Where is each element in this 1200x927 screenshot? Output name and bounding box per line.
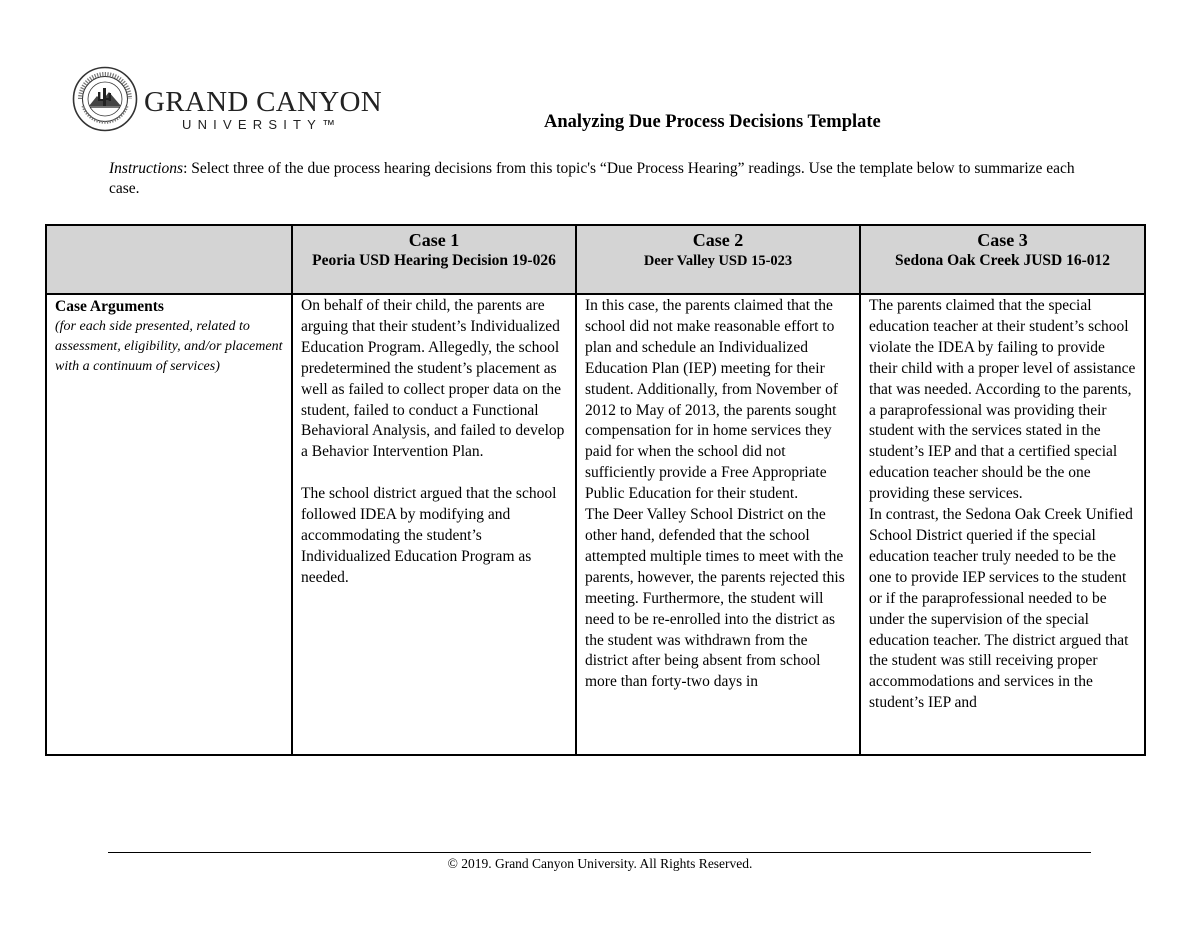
row-label-cell: [46, 294, 292, 755]
instructions-text: : Select three of the due process hearing decisions from this topic's “Due Process Hearing” readings. Use the template below to summarize each case.: [109, 160, 1075, 197]
footer-copyright: © 2019. Grand Canyon University. All Rights Reserved.: [447, 856, 753, 871]
row-heading: Case Arguments: [55, 298, 164, 315]
table-row: [46, 294, 1145, 755]
instructions-label: Instructions: [109, 160, 184, 177]
logo-name: GRAND CANYON: [144, 86, 383, 118]
row-note: (for each side presented, related to assessment, eligibility, and/or placement with a continuum of services): [55, 319, 283, 374]
case-2-header: [576, 225, 860, 294]
case-3-arguments-cell: [860, 294, 1145, 755]
case-title: Case 2: [692, 230, 744, 250]
header-empty-cell: [46, 225, 292, 294]
logo-subtitle: UNIVERSITY™: [182, 117, 342, 132]
case-3-paragraph: The parents claimed that the special education teacher at their student’s school violate the IDEA by failing to provide their child with a proper level of assistance that was needed. According to the parents, a paraprofessional was providing their student with the services stated in the student’s IEP and that a certified special education teacher should be the one providing these services.: [869, 297, 1136, 503]
university-logo: [72, 66, 383, 134]
case-2-arguments-cell: [576, 294, 860, 755]
case-subtitle: Peoria USD Hearing Decision 19-026: [312, 252, 556, 269]
case-1-arguments-cell: [292, 294, 576, 755]
case-2-paragraph: The Deer Valley School District on the other hand, defended that the school attempted multiple times to meet with the parents, however, the parents rejected this meeting. Furthermore, the student will need to be re-enrolled into the district as the student was withdrawn from the district after being absent from school more than forty-two days in: [585, 506, 845, 691]
case-1-paragraph: The school district argued that the school followed IDEA by modifying and accommodating the student’s Individualized Education Program as needed.: [301, 485, 557, 586]
case-2-paragraph: In this case, the parents claimed that the school did not make reasonable effort to plan and schedule an Individualized Education Plan (IEP) meeting for their student. Additionally, from November of 2012 to May of 2013, the parents sought compensation for in home services they paid for when the school did not sufficiently provide a Free Appropriate Public Education for their student.: [585, 297, 838, 503]
footer-divider: [108, 852, 1091, 853]
document-title: Analyzing Due Process Decisions Template: [544, 112, 881, 132]
case-1-paragraph: On behalf of their child, the parents are arguing that their student’s Individualized Education Program. Allegedly, the school predetermined the student’s placement as well as failed to collect proper data on the student, failed to conduct a Functional Behavioral Analysis, and failed to develop a Behavior Intervention Plan.: [301, 297, 565, 461]
case-subtitle: Deer Valley USD 15-023: [643, 253, 793, 269]
case-title: Case 1: [408, 230, 460, 250]
case-3-header: [860, 225, 1145, 294]
case-1-header: [292, 225, 576, 294]
case-subtitle: Sedona Oak Creek JUSD 16-012: [894, 252, 1110, 269]
case-3-paragraph: In contrast, the Sedona Oak Creek Unified School District queried if the special education teacher truly needed to be the one to provide IEP services to the student or if the paraprofessional needed to be under the supervision of the special education teacher. The district argued that the student was still receiving proper accommodations and services in the student’s IEP and: [869, 506, 1133, 712]
case-table: [45, 224, 1146, 756]
instructions: [109, 159, 1089, 199]
case-title: Case 3: [977, 230, 1028, 250]
table-header-row: [46, 225, 1145, 294]
university-seal-icon: [72, 66, 138, 132]
